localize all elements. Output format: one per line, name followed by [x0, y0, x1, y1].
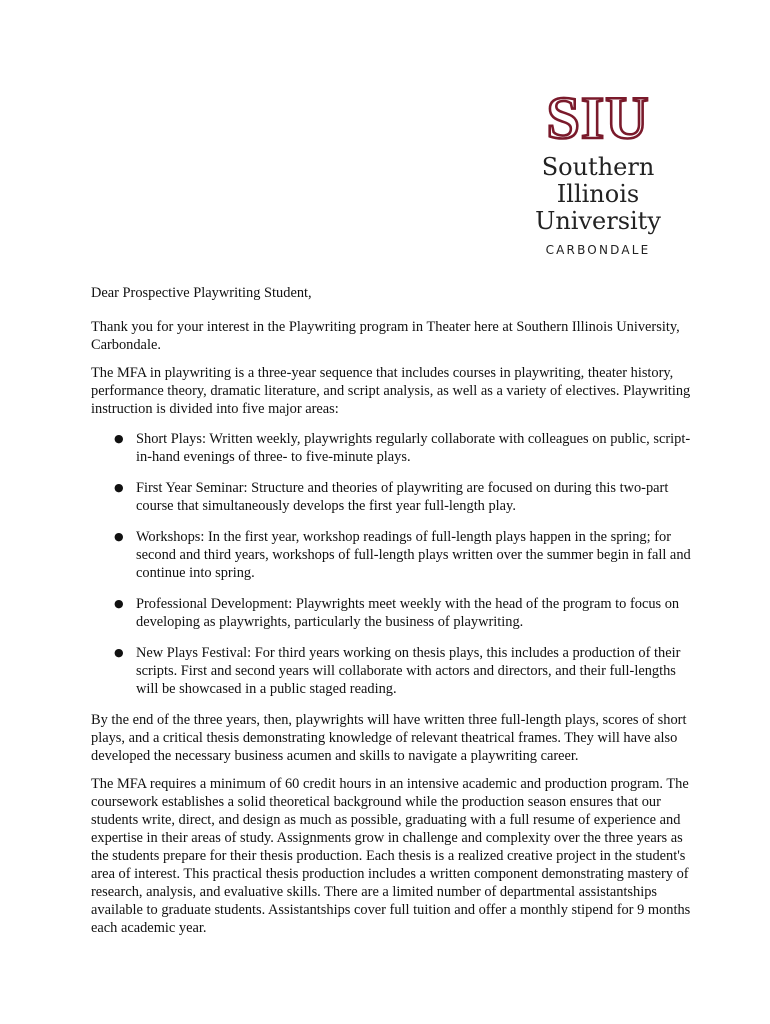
outcome-paragraph: By the end of the three years, then, playwrights will have written three full-length plays, scores of short plays, and a critical thesis demonstrating knowledge of relevant theatrical frames. They will have also developed the necessary business acumen and skills to navigate a playwriting career.	[91, 712, 687, 764]
list-item-text: Workshops: In the first year, workshop readings of full-length plays happen in the spring; for second and third years, workshops of full-length plays written over the summer begin in fall and continue into spring.	[136, 529, 691, 581]
siu-monogram: SIU	[546, 85, 650, 151]
university-name-line: Southern	[541, 153, 655, 181]
list-item	[91, 528, 691, 582]
bullet-icon: ●	[114, 481, 124, 494]
salutation: Dear Prospective Playwriting Student,	[91, 285, 312, 301]
list-item-text: Short Plays: Written weekly, playwrights regularly collaborate with colleagues on public, script-in-hand evenings of three- to five-minute plays.	[136, 431, 691, 465]
list-item	[91, 479, 691, 515]
list-item	[91, 644, 691, 698]
instruction-areas-list	[91, 430, 691, 698]
university-name	[528, 154, 668, 235]
university-name-line: Illinois	[556, 180, 640, 208]
intro-paragraph: Thank you for your interest in the Playwriting program in Theater here at Southern Illinois University, Carbondale.	[91, 319, 680, 353]
campus-name: CARBONDALE	[545, 243, 651, 257]
university-name-line: University	[535, 207, 661, 235]
requirements-paragraph: The MFA requires a minimum of 60 credit hours in an intensive academic and production program. The coursework establishes a solid theoretical background while the production season ensures that our students write, direct, and design as much as possible, graduating with a full resume of experience and expertise in their areas of study. Assignments grow in challenge and complexity over the three years as the students prepare for their thesis production. Each thesis is a realized creative project in the student's area of interest. This practical thesis production includes a written component demonstrating mastery of research, analysis, and evaluative skills. There are a limited number of departmental assistantships available to graduate students. Assistantships cover full tuition and offer a monthly stipend for 9 months each academic year.	[91, 776, 691, 936]
bullet-icon: ●	[114, 646, 124, 659]
mfa-overview-paragraph: The MFA in playwriting is a three-year sequence that includes courses in playwriting, theater history, performance theory, dramatic literature, and script analysis, as well as a variety of electives. Playwriting instruction is divided into five major areas:	[91, 365, 691, 417]
list-item-text: First Year Seminar: Structure and theories of playwriting are focused on during this two-part course that simultaneously develops the first year full-length play.	[136, 480, 669, 514]
bullet-icon: ●	[114, 597, 124, 610]
list-item-text: Professional Development: Playwrights meet weekly with the head of the program to focus on developing as playwrights, particularly the business of playwriting.	[136, 596, 680, 630]
list-item-text: New Plays Festival: For third years working on thesis plays, this includes a production of their scripts. First and second years will collaborate with actors and directors, and their full-lengths will be showcased in a public staged reading.	[136, 645, 681, 697]
bullet-icon: ●	[114, 432, 124, 445]
letter-body	[91, 284, 691, 947]
bullet-icon: ●	[114, 530, 124, 543]
siu-logo	[528, 85, 668, 257]
list-item	[91, 595, 691, 631]
list-item	[91, 430, 691, 466]
